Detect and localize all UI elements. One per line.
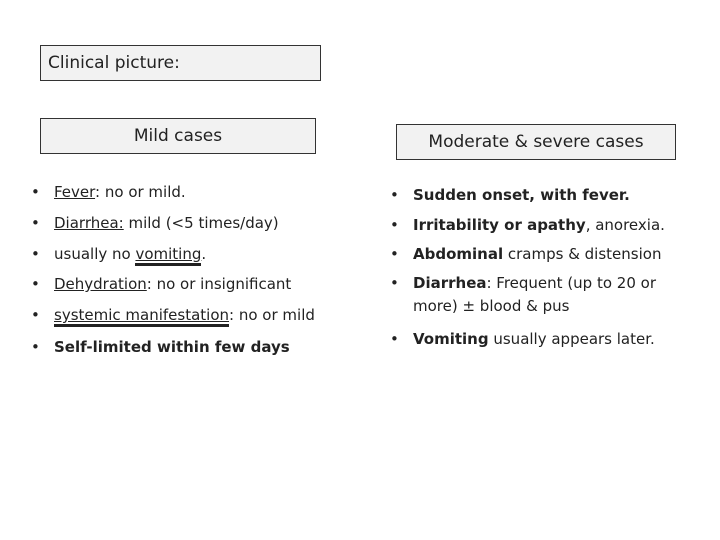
list-item: • Fever: no or mild. xyxy=(28,180,328,205)
mild-cases-heading: Mild cases xyxy=(40,118,316,154)
list-item: • Abdominal cramps & distension xyxy=(387,242,687,267)
list-item: • Irritability or apathy, anorexia. xyxy=(387,213,687,238)
bullet-icon: • xyxy=(31,275,40,293)
list-item: • Sudden onset, with fever. xyxy=(387,183,687,208)
bullet-icon: • xyxy=(31,214,40,232)
list-item: • Self-limited within few days xyxy=(28,335,328,360)
bullet-icon: • xyxy=(31,245,40,263)
section-title: Clinical picture: xyxy=(40,45,321,81)
bullet-icon: • xyxy=(390,273,399,292)
list-item: • systemic manifestation: no or mild xyxy=(28,304,328,327)
mild-cases-list xyxy=(28,180,328,366)
bullet-icon: • xyxy=(390,186,399,204)
bullet-icon: • xyxy=(390,329,399,348)
list-item: • Diarrhea: mild (<5 times/day) xyxy=(28,211,328,236)
moderate-severe-heading: Moderate & severe cases xyxy=(396,124,676,160)
bullet-icon: • xyxy=(31,306,40,324)
bullet-icon: • xyxy=(390,245,399,263)
bullet-icon: • xyxy=(390,215,399,234)
list-item: • usually no vomiting. xyxy=(28,242,328,267)
bullet-icon: • xyxy=(31,338,40,356)
list-item: • Dehydration: no or insignificant xyxy=(28,273,328,296)
list-item: • Diarrhea: Frequent (up to 20 or more) ± blood & pus xyxy=(390,273,656,315)
bullet-icon: • xyxy=(31,183,40,201)
list-item: • Vomiting usually appears later. xyxy=(387,327,687,352)
moderate-severe-list xyxy=(387,183,687,356)
